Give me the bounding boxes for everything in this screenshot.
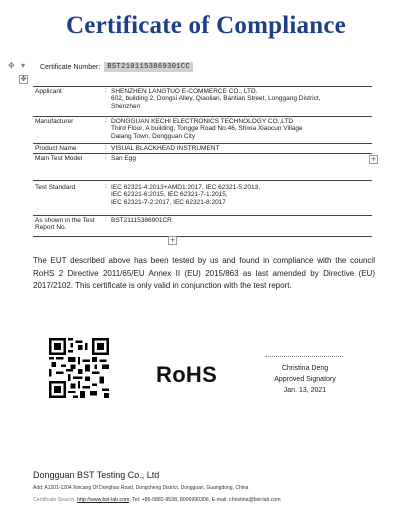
certificate-search-label: Certificate Search: [33, 497, 76, 503]
table-row-main-test-model: Main Test Model : San Egg [33, 153, 372, 180]
rohs-logo: RoHS [156, 362, 218, 387]
signatory-date: Jan. 13, 2021 [283, 387, 327, 394]
table-move-handle-icon[interactable]: ✥ [20, 75, 27, 83]
certificate-title: Certificate of Compliance [66, 12, 346, 39]
footer-company-name: Dongguan BST Testing Co., Ltd [33, 470, 160, 480]
footer-address: Add: A1201-1204 Xincang Of Donghao Road, Dongcheng District, Dongguan, Guangdong, China [33, 485, 249, 491]
table-row-test-report: As shown in the Test Report No. : BST21115386901CR [33, 215, 372, 237]
row-label: Applicant [35, 88, 62, 95]
row-label: As shown in the Test Report No. [35, 217, 95, 232]
add-row-icon[interactable]: + [169, 236, 176, 244]
move-handle-icon[interactable]: ✥ [8, 61, 15, 70]
dropdown-arrow-icon[interactable]: ▾ [21, 61, 26, 70]
compliance-statement: The EUT described above has been tested by us and found in compliance with the council RoHS 2 Directive 2011/65/EU Annex II (EU) 2015/863 as last amended by Directive (EU) 2017/2102. This certificate is only valid in conjunction with the test report. [33, 256, 375, 291]
row-value: San Egg [111, 155, 136, 162]
certificate-number-label: Certificate Number: [40, 63, 101, 71]
qr-code [49, 338, 109, 398]
footer-tel: Tel: +86-0882-9538, 8006990306 [132, 497, 209, 503]
certificate-number-value[interactable]: BST2101153869301CC [104, 62, 193, 72]
row-label: Main Test Model [35, 155, 83, 162]
footer-email: E-mail: christina@bst-lab.com [211, 497, 281, 503]
signature-line [265, 356, 343, 357]
row-label: Manufacturer [35, 118, 74, 125]
signatory-name: Christina Deng [281, 365, 329, 372]
row-label: Product Name [35, 145, 77, 152]
table-row-test-standard: Test Standard : IEC 62321-4:2013+AMD1:2017, IEC 62321-5:2013, IEC 62321-6:2015, IEC 62321-7-1:2015, IEC 62321-7-2:2017, IEC 62321-8:2017 [33, 180, 372, 215]
add-column-icon[interactable]: + [370, 155, 377, 163]
footer-contact: Certificate Search: http://www.bst-lab.com, Tel: +86-0882-9538, 8006990306, E-mail: christina@bst-lab.com [33, 497, 281, 503]
website-link[interactable]: http://www.bst-lab.com [77, 497, 130, 503]
table-row-applicant: Applicant : SHENZHEN LANGTUO E-COMMERCE CO., LTD. 602, building 2, Dongsi Alley, Qiaolian, Bantian Street, Longgang District, Shenzhen [33, 86, 372, 116]
row-value: BST21115386901CR [111, 217, 172, 224]
table-row-manufacturer: Manufacturer : DONGGUAN KECHI ELECTRONICS TECHNOLOGY CO.,LTD Third Floor, A building, Tongge Road No.46, Shixia Xiaocun Village Dalang Town, Dongguan City [33, 116, 372, 143]
row-value: IEC 62321-4:2013+AMD1:2017, IEC 62321-5:2013, IEC 62321-6:2015, IEC 62321-7-1:2015, IEC 62321-7-2:2017, IEC 62321-8:2017 [111, 184, 261, 206]
signatory-title: Approved Signatory [274, 376, 336, 383]
certificate-info-table [33, 86, 372, 237]
certificate-number-row [40, 62, 193, 72]
row-label: Test Standard [35, 184, 76, 191]
row-value: VISUAL BLACKHEAD INSTRUMENT [111, 145, 220, 152]
row-value: SHENZHEN LANGTUO E-COMMERCE CO., LTD. 602, building 2, Dongsi Alley, Qiaolian, Bantian Street, Longgang District, Shenzhen [111, 88, 321, 110]
table-row-product-name: Product Name : VISUAL BLACKHEAD INSTRUMENT [33, 143, 372, 153]
row-value: DONGGUAN KECHI ELECTRONICS TECHNOLOGY CO.,LTD Third Floor, A building, Tongge Road No.46, Shixia Xiaocun Village Dalang Town, Dongguan City [111, 118, 303, 140]
signatory-block [255, 363, 355, 396]
